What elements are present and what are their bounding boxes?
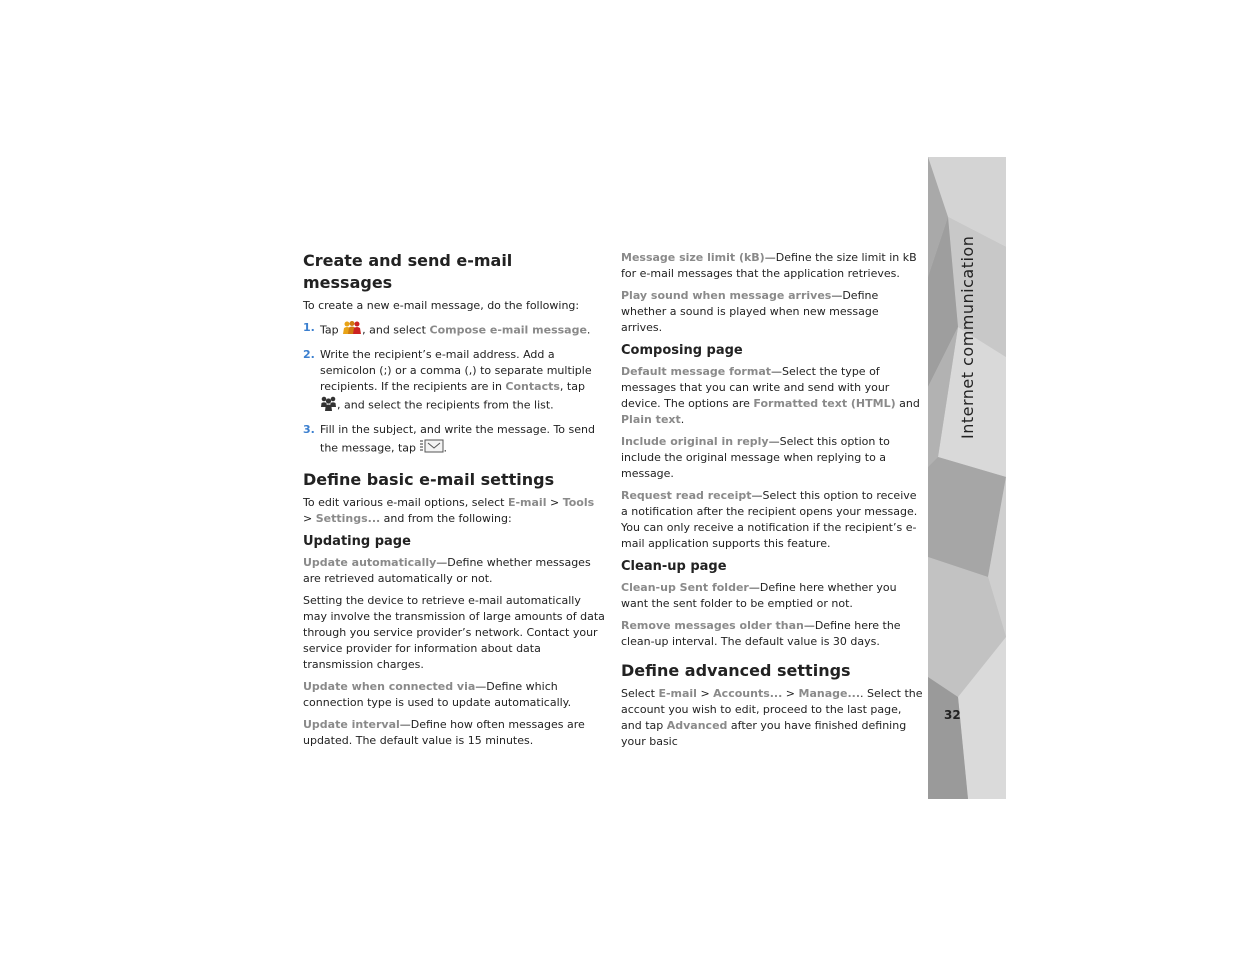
setting-remove-older: Remove messages older than—Define here the clean-up interval. The default value is 30 days. (621, 619, 901, 648)
setting-update-automatically: Update automatically—Define whether messages are retrieved automatically or not. (303, 556, 591, 585)
step-text: Fill in the subject, and write the message. To send the message, tap (320, 423, 595, 455)
setting-include-original: Include original in reply—Select this option to include the original message when replying to a message. (621, 435, 890, 480)
basic-intro: To edit various e-mail options, select E-mail > Tools > Settings... and from the following: (303, 496, 595, 525)
setting-cleanup-sent: Clean-up Sent folder—Define here whether you want the sent folder to be emptied or not. (621, 581, 897, 610)
send-mail-icon (420, 438, 444, 459)
menu-option-contacts: Contacts (505, 380, 560, 393)
menu-option-email: E-mail (507, 496, 547, 509)
step-text: Tap (320, 323, 343, 337)
setting-message-size-limit: Message size limit (kB)—Define the size limit in kB for e-mail messages that the application retrieves. (621, 251, 917, 280)
step-number: 1. (303, 321, 315, 334)
people-icon (342, 320, 362, 341)
list-item: 1. Tap , and select Compose e-mail message. (303, 320, 605, 341)
setting-read-receipt: Request read receipt—Select this option to receive a notification after the recipient opens your message. You can only receive a notification if the recipient’s e-mail application supports this feature. (621, 489, 918, 550)
heading-advanced-settings: Define advanced settings (621, 661, 851, 680)
menu-option-settings: Settings... (315, 512, 381, 525)
setting-play-sound: Play sound when message arrives—Define whether a sound is played when new message arrives. (621, 289, 879, 334)
setting-default-format: Default message format—Select the type of messages that you can write and send with your device. The options are Formatted text (HTML) and Plain text. (621, 365, 920, 426)
setting-update-interval: Update interval—Define how often messages are updated. The default value is 15 minutes. (303, 718, 585, 747)
list-item: 2. Write the recipient’s e-mail address. Add a semicolon (;) or a comma (,) to separate multiple recipients. If the recipients are in Contacts, tap , and select the recipients from the list. (303, 347, 605, 416)
step-number: 2. (303, 348, 315, 361)
list-item: 3. Fill in the subject, and write the message. To send the message, tap . (303, 422, 605, 459)
advanced-intro: Select E-mail > Accounts... > Manage.... Select the account you wish to edit, proceed to the last page, and tap Advanced after you have finished defining your basic (621, 687, 923, 748)
heading-create-send: Create and send e-mail messages (303, 251, 513, 292)
step-text: Write the recipient’s e-mail address. Add a semicolon (;) or a comma (,) to separate multiple recipients. If the recipients are in (320, 348, 592, 393)
contacts-icon (320, 395, 337, 416)
menu-option-tools: Tools (562, 496, 595, 509)
chapter-title: Internet communication (958, 235, 977, 439)
heading-cleanup-page: Clean-up page (621, 559, 727, 574)
intro-text: To create a new e-mail message, do the following: (303, 299, 580, 312)
menu-option-compose: Compose e-mail message (429, 323, 587, 337)
step-text: , and select (362, 323, 430, 337)
page-number: 32 (944, 708, 961, 722)
heading-updating-page: Updating page (303, 534, 411, 549)
setting-update-connected-via: Update when connected via—Define which connection type is used to update automatically. (303, 680, 572, 709)
heading-composing-page: Composing page (621, 343, 743, 358)
data-transmission-note: Setting the device to retrieve e-mail automatically may involve the transmission of large amounts of data through you service provider’s network. Contact your service provider for information about data transmission charges. (303, 594, 605, 671)
step-number: 3. (303, 423, 315, 436)
heading-basic-settings: Define basic e-mail settings (303, 470, 555, 489)
left-column (303, 250, 605, 755)
chapter-sidebar (928, 157, 1006, 799)
right-column (621, 250, 923, 756)
